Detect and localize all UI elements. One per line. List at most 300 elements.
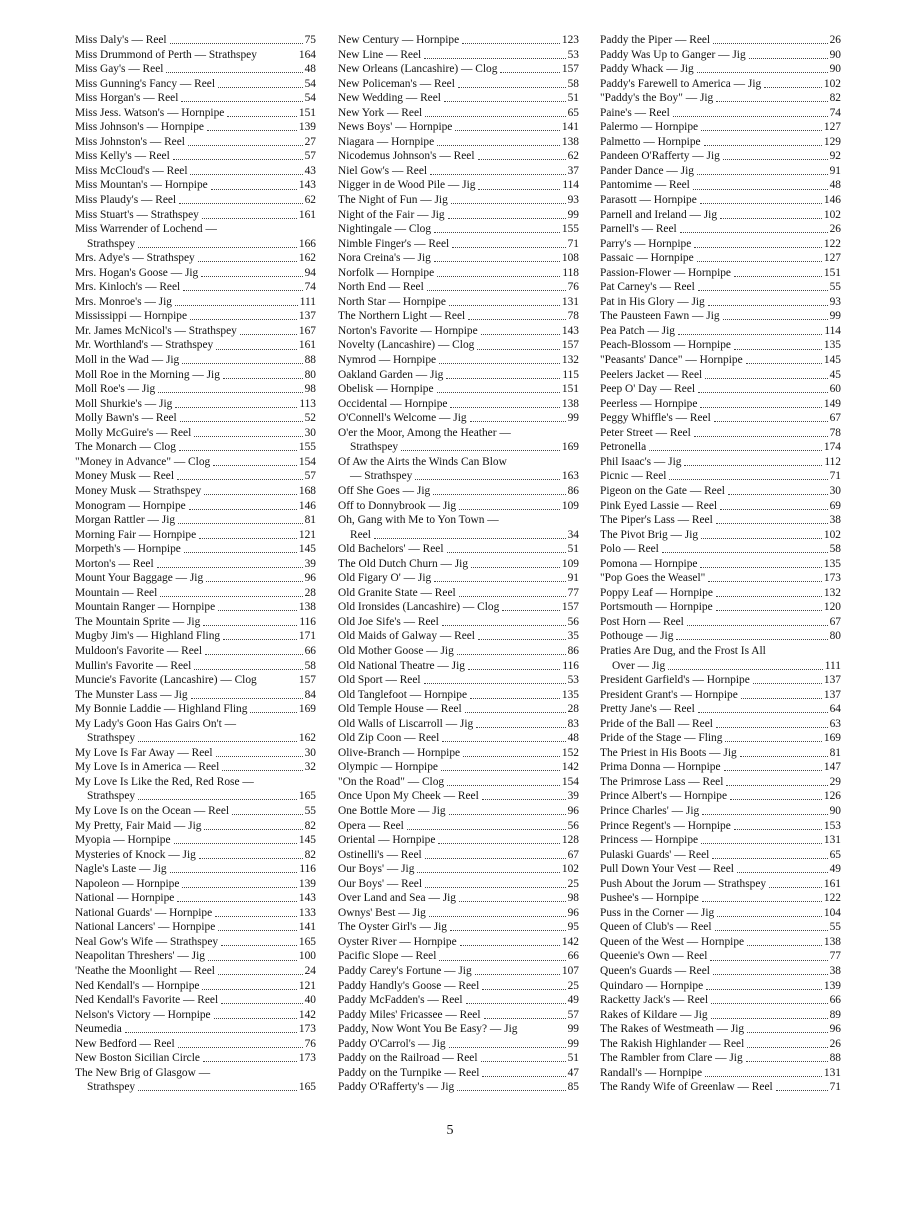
- index-entry: [338, 877, 579, 892]
- entry-page-number: 146: [298, 499, 316, 512]
- entry-page-number: 102: [823, 77, 841, 90]
- index-entry-line: [600, 338, 841, 353]
- dot-leader: [437, 392, 560, 393]
- dot-leader: [211, 189, 297, 190]
- dot-leader: [223, 639, 297, 640]
- dot-leader: [704, 145, 822, 146]
- entry-page-number: 152: [561, 746, 579, 759]
- index-entry-line: [75, 659, 316, 674]
- dot-leader: [716, 523, 828, 524]
- entry-title: Paddy Handly's Goose — Reel: [338, 979, 480, 992]
- entry-title: Old Maids of Galway — Reel: [338, 630, 475, 643]
- entry-title: Portsmouth — Hornpipe: [600, 601, 713, 614]
- entry-page-number: 111: [299, 295, 316, 308]
- index-entry: [75, 513, 316, 528]
- dot-leader: [712, 858, 827, 859]
- entry-title: Miss Drummond of Perth — Strathspey: [75, 48, 257, 61]
- index-entry: [75, 1066, 316, 1095]
- entry-title: Paddy McFadden's — Reel: [338, 994, 463, 1007]
- entry-page-number: 94: [304, 266, 316, 279]
- index-entry: [600, 848, 841, 863]
- entry-title: Nicodemus Johnson's — Reel: [338, 150, 475, 163]
- entry-title: Prince Regent's — Hornpipe: [600, 819, 731, 832]
- index-entry: [600, 789, 841, 804]
- index-entry: [338, 120, 579, 135]
- index-entry: [75, 775, 316, 804]
- index-entry-line: [600, 702, 841, 717]
- entry-title: Moll Roe in the Morning — Jig: [75, 368, 220, 381]
- index-entry: [600, 309, 841, 324]
- dot-leader: [194, 669, 302, 670]
- entry-title: "Money in Advance" — Clog: [75, 455, 211, 468]
- entry-page-number: 151: [298, 106, 316, 119]
- index-entry: [338, 644, 579, 659]
- index-entry: [75, 77, 316, 92]
- entry-page-number: 137: [298, 310, 316, 323]
- dot-leader: [482, 799, 566, 800]
- entry-page-number: 96: [567, 906, 579, 919]
- index-entry: [75, 891, 316, 906]
- index-entry: [338, 586, 579, 601]
- entry-page-number: 141: [561, 121, 579, 134]
- dot-leader: [227, 116, 297, 117]
- entry-page-number: 126: [823, 790, 841, 803]
- index-entry-line: [338, 382, 579, 397]
- entry-page-number: 122: [823, 892, 841, 905]
- index-entry-line: [600, 91, 841, 106]
- dot-leader: [711, 1018, 828, 1019]
- dot-leader: [222, 770, 302, 771]
- entry-page-number: 62: [567, 150, 579, 163]
- index-entry: [75, 222, 316, 251]
- entry-page-number: 35: [567, 630, 579, 643]
- entry-title: Quindaro — Hornpipe: [600, 979, 704, 992]
- entry-title: North End — Reel: [338, 281, 424, 294]
- index-entry: [75, 804, 316, 819]
- entry-page-number: 165: [298, 935, 316, 948]
- entry-page-number: 88: [304, 354, 316, 367]
- entry-title: Old Granite State — Reel: [338, 586, 456, 599]
- index-entry: [600, 440, 841, 455]
- index-entry-line: [75, 571, 316, 586]
- entry-title: Queen of Club's — Reel: [600, 921, 712, 934]
- index-entry: [75, 484, 316, 499]
- index-entry-line: [600, 615, 841, 630]
- dot-leader: [710, 960, 827, 961]
- index-entry-line: [600, 120, 841, 135]
- entry-title: Phil Isaac's — Jig: [600, 455, 682, 468]
- entry-title: Picnic — Reel: [600, 470, 667, 483]
- entry-title: Mississippi — Hornpipe: [75, 310, 188, 323]
- dot-leader: [705, 1076, 822, 1077]
- index-entry: [75, 397, 316, 412]
- entry-page-number: 38: [829, 514, 841, 527]
- entry-page-number: 102: [823, 208, 841, 221]
- entry-title: Pride of the Ball — Reel: [600, 717, 713, 730]
- index-entry-line: [338, 222, 579, 237]
- index-entry-line: [75, 746, 316, 761]
- index-entry-line: [75, 1051, 316, 1066]
- index-entry-line: [75, 368, 316, 383]
- index-entry: [338, 702, 579, 717]
- dot-leader: [475, 974, 560, 975]
- dot-leader: [481, 334, 560, 335]
- dot-leader: [711, 1003, 828, 1004]
- index-entry: [600, 338, 841, 353]
- dot-leader: [204, 829, 302, 830]
- entry-page-number: 26: [829, 1037, 841, 1050]
- dot-leader: [697, 72, 828, 73]
- index-entry-line: [338, 615, 579, 630]
- entry-title: Nymrod — Hornpipe: [338, 354, 437, 367]
- entry-page-number: 92: [829, 150, 841, 163]
- index-entry-line: [338, 644, 579, 659]
- entry-title: Once Upon My Cheek — Reel: [338, 790, 479, 803]
- index-entry-line: [75, 557, 316, 572]
- index-entry-line: [75, 760, 316, 775]
- entry-title: New Wedding — Reel: [338, 92, 441, 105]
- index-entry: [75, 935, 316, 950]
- entry-page-number: 121: [298, 979, 316, 992]
- index-entry-line: [600, 382, 841, 397]
- dot-leader: [694, 436, 828, 437]
- index-entry-line: [338, 935, 579, 950]
- index-entry: [75, 964, 316, 979]
- index-entry-line: [600, 717, 841, 732]
- entry-page-number: 30: [304, 426, 316, 439]
- entry-title: Muldoon's Favorite — Reel: [75, 644, 203, 657]
- index-entry: [338, 193, 579, 208]
- index-entry-line: [75, 338, 316, 353]
- entry-title: Oyster River — Hornpipe: [338, 935, 457, 948]
- index-entry: [338, 1051, 579, 1066]
- dot-leader: [500, 72, 559, 73]
- entry-title: Miss Gay's — Reel: [75, 63, 164, 76]
- dot-leader: [673, 116, 828, 117]
- entry-page-number: 71: [567, 237, 579, 250]
- index-entry-line: [75, 237, 316, 252]
- entry-title: Miss McCloud's — Reel: [75, 164, 188, 177]
- index-entry-line: [75, 208, 316, 223]
- dot-leader: [201, 276, 302, 277]
- dot-leader: [478, 189, 560, 190]
- index-entry: [600, 149, 841, 164]
- entry-page-number: 93: [829, 295, 841, 308]
- entry-title: Strathspey: [87, 1081, 136, 1094]
- dot-leader: [205, 654, 303, 655]
- index-entry-line: [75, 833, 316, 848]
- index-entry-line: [338, 164, 579, 179]
- dot-leader: [218, 87, 303, 88]
- entry-title: Old Sport — Reel: [338, 674, 421, 687]
- entry-title: The Mountain Sprite — Jig: [75, 615, 201, 628]
- entry-title: Old Figary O' — Jig: [338, 572, 432, 585]
- entry-page-number: 51: [567, 543, 579, 556]
- entry-title: Paddy O'Carrol's — Jig: [338, 1037, 446, 1050]
- index-entry-line: [338, 1037, 579, 1052]
- dot-leader: [694, 247, 822, 248]
- entry-title: The Primrose Lass — Reel: [600, 775, 724, 788]
- index-entry-line: [338, 964, 579, 979]
- entry-title: Mountain — Reel: [75, 586, 158, 599]
- entry-page-number: 142: [561, 761, 579, 774]
- index-entry: [600, 499, 841, 514]
- entry-title: Prince Charles' — Jig: [600, 804, 700, 817]
- index-entry: [600, 877, 841, 892]
- dot-leader: [206, 581, 302, 582]
- index-entry: [338, 993, 579, 1008]
- index-entry: [338, 1037, 579, 1052]
- dot-leader: [417, 872, 559, 873]
- index-entry-line: [600, 280, 841, 295]
- entry-page-number: 78: [567, 310, 579, 323]
- index-entry-line: [75, 440, 316, 455]
- dot-leader: [199, 858, 303, 859]
- dot-leader: [204, 494, 297, 495]
- index-entry-line: [338, 1080, 579, 1095]
- index-entry: [75, 644, 316, 659]
- dot-leader: [175, 407, 297, 408]
- entry-page-number: 27: [304, 135, 316, 148]
- index-entry-line: [75, 906, 316, 921]
- dot-leader: [424, 58, 565, 59]
- entry-page-number: 107: [561, 965, 579, 977]
- entry-title: Muncie's Favorite (Lancashire) — Clog: [75, 674, 257, 687]
- entry-page-number: 45: [829, 368, 841, 381]
- entry-title: Occidental — Hornpipe: [338, 397, 448, 410]
- index-entry: [600, 106, 841, 121]
- entry-page-number: 137: [823, 674, 841, 687]
- index-entry: [338, 368, 579, 383]
- index-entry-line: [600, 1037, 841, 1052]
- entry-title: Push About the Jorum — Strathspey: [600, 877, 767, 890]
- index-entry-line: [600, 1051, 841, 1066]
- entry-page-number: 39: [567, 790, 579, 803]
- entry-page-number: 127: [823, 252, 841, 265]
- entry-page-number: 49: [567, 994, 579, 1007]
- entry-title: The Northern Light — Reel: [338, 310, 466, 323]
- index-entry: [75, 368, 316, 383]
- entry-page-number: 118: [562, 266, 579, 279]
- index-entry-line: [600, 571, 841, 586]
- entry-page-number: 102: [823, 528, 841, 541]
- index-entry: [600, 266, 841, 281]
- entry-page-number: 66: [829, 994, 841, 1007]
- index-entry-line: [600, 33, 841, 48]
- entry-title: New Line — Reel: [338, 48, 422, 61]
- entry-page-number: 138: [561, 135, 579, 148]
- dot-leader: [425, 116, 565, 117]
- dot-leader: [223, 378, 303, 379]
- index-entry: [75, 338, 316, 353]
- dot-leader: [218, 610, 297, 611]
- entry-page-number: 26: [829, 34, 841, 46]
- entry-title: Strathspey: [87, 790, 136, 803]
- dot-leader: [181, 101, 302, 102]
- entry-page-number: 71: [829, 1081, 841, 1094]
- index-entry-line: [338, 48, 579, 63]
- dot-leader: [705, 378, 827, 379]
- index-entry: [338, 135, 579, 150]
- index-entry-line: [338, 251, 579, 266]
- entry-page-number: 171: [298, 630, 316, 643]
- entry-title: "Paddy's the Boy" — Jig: [600, 92, 714, 105]
- index-entry-line: [600, 309, 841, 324]
- dot-leader: [188, 145, 303, 146]
- dot-leader: [452, 247, 565, 248]
- entry-page-number: 99: [567, 208, 579, 221]
- entry-title: Old Temple House — Reel: [338, 703, 462, 716]
- entry-page-number: 104: [823, 906, 841, 919]
- entry-page-number: 99: [829, 310, 841, 323]
- index-entry: [338, 309, 579, 324]
- index-entry-line: [600, 440, 841, 455]
- entry-page-number: 67: [567, 848, 579, 861]
- index-entry: [600, 906, 841, 921]
- index-entry: [600, 775, 841, 790]
- dot-leader: [457, 654, 566, 655]
- dot-leader: [720, 509, 828, 510]
- index-entry-line: [75, 266, 316, 281]
- entry-title: Morton's — Reel: [75, 557, 154, 570]
- index-entry-line: [75, 789, 316, 804]
- entry-title: The Pivot Brig — Jig: [600, 528, 699, 541]
- entry-page-number: 174: [823, 441, 841, 454]
- entry-page-number: 90: [829, 63, 841, 76]
- dot-leader: [437, 145, 560, 146]
- dot-leader: [702, 901, 822, 902]
- dot-leader: [716, 596, 822, 597]
- index-entry-line: [338, 819, 579, 834]
- index-entry-line: [600, 760, 841, 775]
- index-entry: [600, 949, 841, 964]
- entry-title: My Love Is Like the Red, Red Rose —: [75, 775, 254, 788]
- entry-title: Post Horn — Reel: [600, 615, 684, 628]
- entry-title: Pea Patch — Jig: [600, 324, 675, 337]
- dot-leader: [458, 87, 566, 88]
- dot-leader: [177, 479, 303, 480]
- index-entry-line: [600, 600, 841, 615]
- index-entry: [600, 1051, 841, 1066]
- dot-leader: [746, 1061, 828, 1062]
- index-entry-line: [75, 644, 316, 659]
- index-entry-line: [75, 295, 316, 310]
- entry-title: Peggy Whiffle's — Reel: [600, 412, 711, 425]
- dot-leader: [720, 218, 822, 219]
- dot-leader: [716, 727, 828, 728]
- index-entry: [338, 295, 579, 310]
- entry-page-number: 162: [298, 732, 316, 745]
- index-entry: [75, 528, 316, 543]
- dot-leader: [717, 916, 822, 917]
- index-entry-line: [600, 542, 841, 557]
- entry-title: One Bottle More — Jig: [338, 804, 446, 817]
- index-column-3: [600, 33, 841, 1095]
- entry-page-number: 77: [567, 586, 579, 599]
- index-entry-line: [600, 266, 841, 281]
- dot-leader: [700, 567, 821, 568]
- entry-page-number: 57: [304, 470, 316, 483]
- index-entry: [75, 542, 316, 557]
- dot-leader: [669, 479, 827, 480]
- entry-title: The Piper's Lass — Reel: [600, 514, 713, 527]
- dot-leader: [178, 523, 303, 524]
- dot-leader: [502, 610, 560, 611]
- index-entry: [338, 48, 579, 63]
- index-entry: [338, 237, 579, 252]
- entry-page-number: 65: [829, 848, 841, 861]
- index-entry-line: [75, 499, 316, 514]
- index-entry: [338, 222, 579, 237]
- entry-title: Pulaski Guards' — Reel: [600, 848, 710, 861]
- dot-leader: [687, 625, 828, 626]
- entry-title: O'er the Moor, Among the Heather —: [338, 426, 511, 439]
- entry-title: Parry's — Hornpipe: [600, 237, 692, 250]
- index-entry: [600, 62, 841, 77]
- entry-page-number: 80: [304, 368, 316, 381]
- index-entry: [75, 586, 316, 601]
- entry-page-number: 114: [562, 179, 579, 192]
- entry-title: New Policeman's — Reel: [338, 77, 455, 90]
- index-entry-line: [338, 426, 579, 441]
- entry-title: Nelson's Victory — Hornpipe: [75, 1008, 211, 1021]
- index-entry: [338, 338, 579, 353]
- dot-leader: [198, 261, 297, 262]
- index-entry-line: [338, 891, 579, 906]
- dot-leader: [158, 392, 302, 393]
- index-entry-line: [75, 149, 316, 164]
- index-entry: [600, 77, 841, 92]
- index-entry-line: [338, 1008, 579, 1023]
- entry-page-number: 115: [562, 368, 579, 381]
- dot-leader: [680, 232, 828, 233]
- index-entry: [338, 324, 579, 339]
- dot-leader: [734, 829, 822, 830]
- index-entry: [338, 746, 579, 761]
- index-entry-line: [600, 77, 841, 92]
- index-entry-line: [600, 688, 841, 703]
- index-entry: [75, 659, 316, 674]
- index-entry: [75, 615, 316, 630]
- entry-page-number: 54: [304, 77, 316, 90]
- entry-title: Mr. James McNicol's — Strathspey: [75, 324, 237, 337]
- index-column-1: [75, 33, 316, 1095]
- entry-page-number: 143: [298, 179, 316, 192]
- index-entry: [338, 615, 579, 630]
- entry-page-number: 173: [298, 1052, 316, 1065]
- index-entry-line: [338, 513, 579, 528]
- index-entry: [75, 178, 316, 193]
- entry-page-number: 91: [567, 572, 579, 585]
- entry-title: Neumedia: [75, 1023, 122, 1036]
- entry-title: Old Bachelors' — Reel: [338, 543, 444, 556]
- dot-leader: [446, 378, 560, 379]
- index-entry-line: [600, 528, 841, 543]
- entry-title: The Rakes of Westmeath — Jig: [600, 1023, 745, 1036]
- entry-title: Moll Roe's — Jig: [75, 383, 156, 396]
- dot-leader: [138, 247, 297, 248]
- entry-title: Parnell's — Reel: [600, 223, 677, 236]
- dot-leader: [208, 960, 297, 961]
- dot-leader: [697, 261, 822, 262]
- index-entry: [338, 688, 579, 703]
- index-entry: [600, 1037, 841, 1052]
- index-entry-line: [75, 528, 316, 543]
- index-entry-line: [600, 877, 841, 892]
- entry-title: Old Walls of Liscarroll — Jig: [338, 717, 474, 730]
- index-entry: [600, 91, 841, 106]
- dot-leader: [462, 43, 560, 44]
